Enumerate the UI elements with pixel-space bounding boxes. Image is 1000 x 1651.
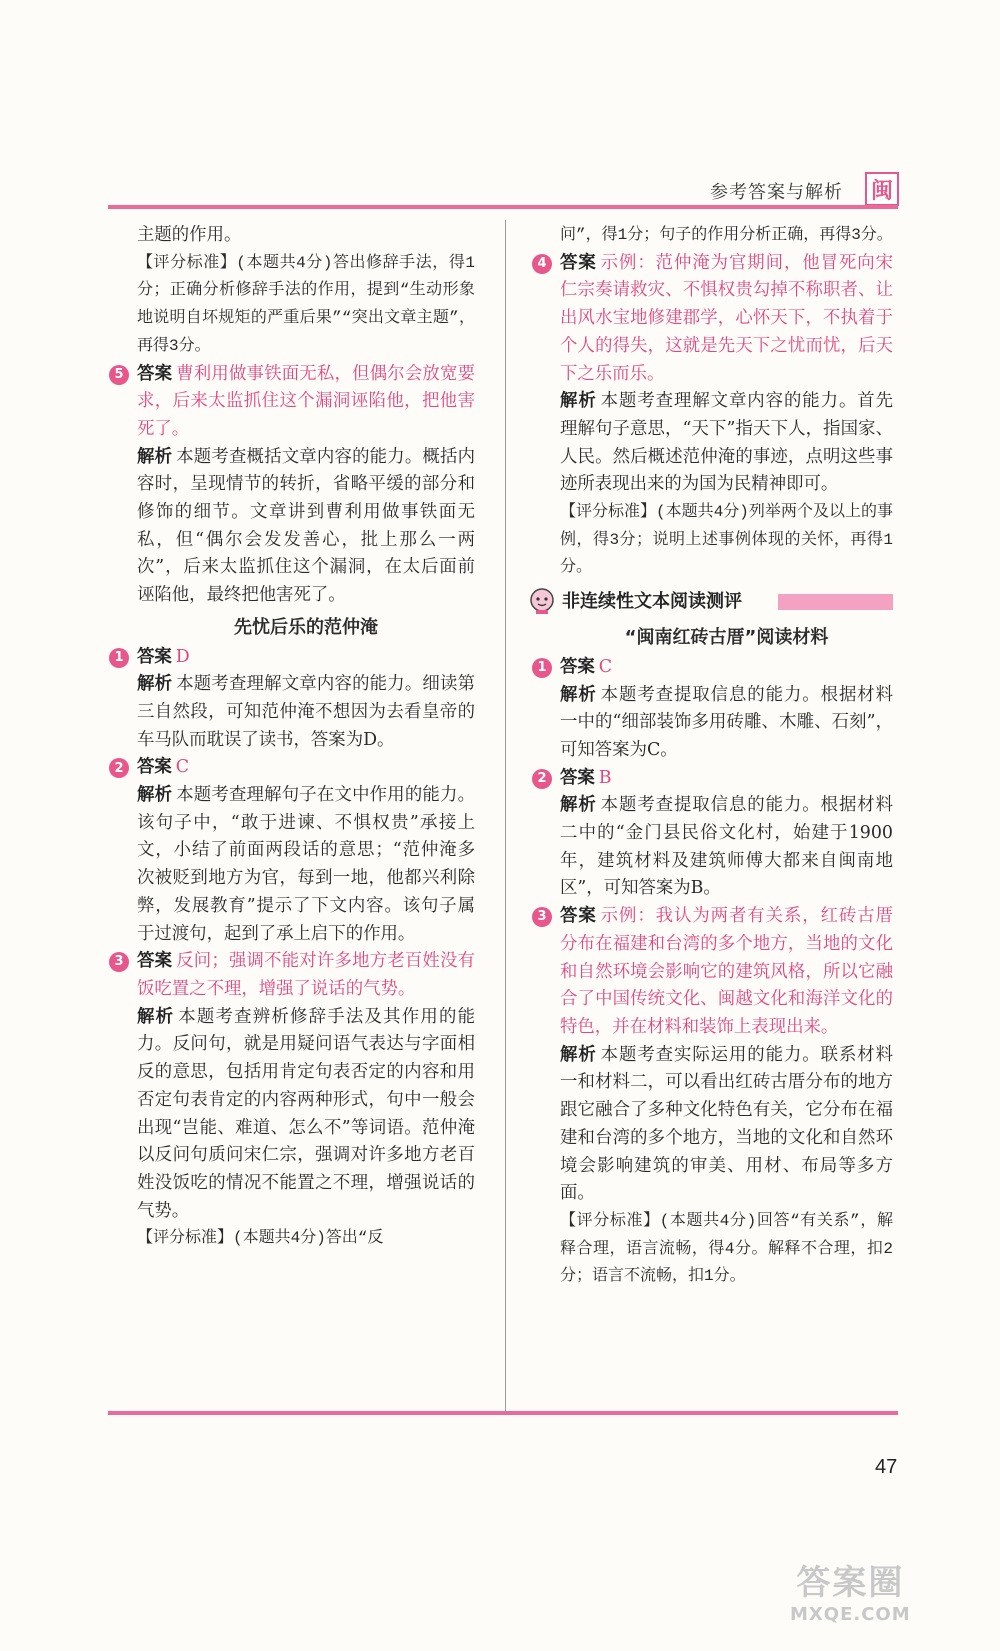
question-3: [114, 948, 475, 1253]
question-1: [114, 644, 475, 755]
section-title: “闽南红砖古厝”阅读材料: [624, 627, 829, 649]
banner-bar: [778, 594, 893, 610]
question-number: 2: [532, 769, 552, 789]
answer-label: 答案: [560, 767, 595, 788]
page-number: 47: [875, 1456, 898, 1478]
question-2: [537, 765, 893, 904]
analysis-label: 解析: [137, 785, 173, 806]
watermark-logo: [790, 1555, 911, 1625]
analysis-text: 本题考查辨析修辞手法及其作用的能力。反问句，就是用疑问语气表达与字面相反的意思，包括用肯定句表否定的内容和用否定句表肯定的内容两种形式，句中一般会出现“岂能、难道、怎么不”等词语。范仲淹以反问句质问宋仁宗，强调对许多地方老百姓没饭吃的情况不能置之不理，增强说话的气势。: [137, 1006, 475, 1221]
section-title: 先忧后乐的范仲淹: [234, 616, 378, 638]
header-title: 参考答案与解析: [710, 182, 843, 203]
analysis-text: 本题考查提取信息的能力。根据材料二中的“金门县民俗文化村，始建于1900年，建筑材料及建筑师傅大都来自闽南地区”，可知答案为B。: [560, 795, 893, 899]
section-banner: [528, 584, 893, 618]
answer-label: 答案: [560, 906, 597, 927]
scoring-criteria: 【评分标准】(本题共4分)答出“反: [137, 1229, 384, 1248]
question-number: 5: [109, 365, 129, 385]
analysis-text: 本题考查概括文章内容的能力。概括内容时，呈现情节的转折，省略平缓的部分和修饰的细节。文章讲到曹利用做事铁面无私，但“偶尔会发发善心，批上那么一两次”，后来太监抓住这个漏洞，在太后面前诬陷他，最终把他害死了。: [137, 446, 475, 606]
question-number: 2: [109, 758, 129, 778]
question-number: 4: [532, 254, 552, 274]
answer-label: 答案: [137, 363, 173, 384]
right-column: [537, 222, 893, 1291]
answer-label: 答案: [560, 252, 597, 273]
scoring-criteria: 【评分标准】(本题共4分)答出修辞手法，得1分；正确分析修辞手法的作用，提到“生动形象地说明自坏规矩的严重后果”“突出文章主题”，再得3分。: [137, 253, 475, 355]
question-number: 1: [109, 648, 129, 668]
analysis-text: 本题考查理解句子在文中作用的能力。该句子中，“敢于进谏、不惧权贵”承接上文，小结了前面两段话的意思；“范仲淹多次被贬到地方为官，每到一地，他都兴利除弊，发展教育”提示了下文内容。该句子属于过渡句，起到了承上启下的作用。: [137, 785, 475, 944]
analysis-label: 解析: [560, 391, 597, 412]
answer-text: B: [598, 767, 612, 788]
answer-text: C: [175, 757, 190, 778]
answer-text: 示例：我认为两者有关系，红砖古厝分布在福建和台湾的多个地方，当地的文化和自然环境会影响它的建筑风格，所以它融合了中国传统文化、闽越文化和海洋文化的特色，并在材料和装饰上表现出来。: [560, 906, 893, 1037]
left-column: [114, 222, 475, 1253]
answer-text: 反问；强调不能对许多地方老百姓没有饭吃置之不理，增强了说话的气势。: [137, 951, 475, 999]
analysis-label: 解析: [560, 1044, 597, 1065]
mascot-icon: [528, 587, 556, 615]
question-1: [537, 654, 893, 765]
analysis-label: 解析: [137, 674, 173, 695]
watermark-line1: 答案圈: [796, 1563, 905, 1603]
answer-label: 答案: [137, 646, 172, 667]
paragraph: 主题的作用。: [137, 225, 242, 245]
scoring-criteria: 【评分标准】(本题共4分)列举两个及以上的事例，得3分；说明上述事例体现的关怀，再得1分。: [560, 503, 893, 577]
answer-label: 答案: [560, 656, 595, 677]
analysis-text: 本题考查实际运用的能力。联系材料一和材料二，可以看出红砖古厝分布的地方跟它融合了多种文化特色有关，它分布在福建和台湾的多个地方，当地的文化和自然环境会影响建筑的审美、用材、布局等多方面。: [560, 1044, 893, 1204]
scoring-criteria-continued: 问”，得1分；句子的作用分析正确，再得3分。: [560, 226, 893, 244]
analysis-label: 解析: [137, 446, 173, 467]
answer-text: 曹利用做事铁面无私，但偶尔会放宽要求，后来太监抓住这个漏洞诬陷他，把他害死了。: [137, 363, 475, 439]
analysis-text: 本题考查理解文章内容的能力。细读第三自然段，可知范仲淹不想因为去看皇帝的车马队而耽误了读书，答案为D。: [137, 674, 475, 750]
analysis-label: 解析: [560, 795, 597, 816]
watermark-line2: MXQE.COM: [790, 1604, 911, 1625]
question-5: [114, 361, 475, 610]
question-number: 3: [109, 952, 129, 972]
question-number: 1: [532, 658, 552, 678]
analysis-text: 本题考查提取信息的能力。根据材料一中的“细部装饰多用砖雕、木雕、石刻”，可知答案为C。: [560, 684, 893, 760]
question-4: [537, 250, 893, 582]
answer-text: C: [598, 656, 613, 677]
question-3: [537, 903, 893, 1291]
top-rule: [108, 205, 898, 209]
analysis-text: 本题考查理解文章内容的能力。首先理解句子意思，“天下”指天下人，指国家、人民。然后概述范仲淹的事迹，点明这些事迹所表现出来的为国为民精神即可。: [560, 391, 893, 495]
answer-label: 答案: [137, 951, 173, 972]
analysis-label: 解析: [137, 1006, 175, 1027]
column-divider: [505, 220, 506, 1415]
scoring-criteria: 【评分标准】(本题共4分)回答“有关系”，解释合理，语言流畅，得4分。解释不合理，扣2分；语言不流畅，扣1分。: [560, 1211, 893, 1286]
answer-text: D: [175, 646, 190, 667]
analysis-label: 解析: [560, 684, 597, 705]
answer-label: 答案: [137, 757, 172, 778]
bottom-rule: [108, 1411, 898, 1415]
answer-text: 示例：范仲淹为官期间，他冒死向宋仁宗奏请救灾、不惧权贵勾掉不称职者、让出风水宝地修建郡学，心怀天下，不执着于个人的得失，这就是先天下之忧而忧，后天下之乐而乐。: [560, 252, 893, 384]
header-badge: 闽: [865, 172, 899, 206]
question-number: 3: [532, 907, 552, 927]
banner-text: 非连续性文本阅读测评: [562, 588, 748, 616]
question-2: [114, 754, 475, 948]
